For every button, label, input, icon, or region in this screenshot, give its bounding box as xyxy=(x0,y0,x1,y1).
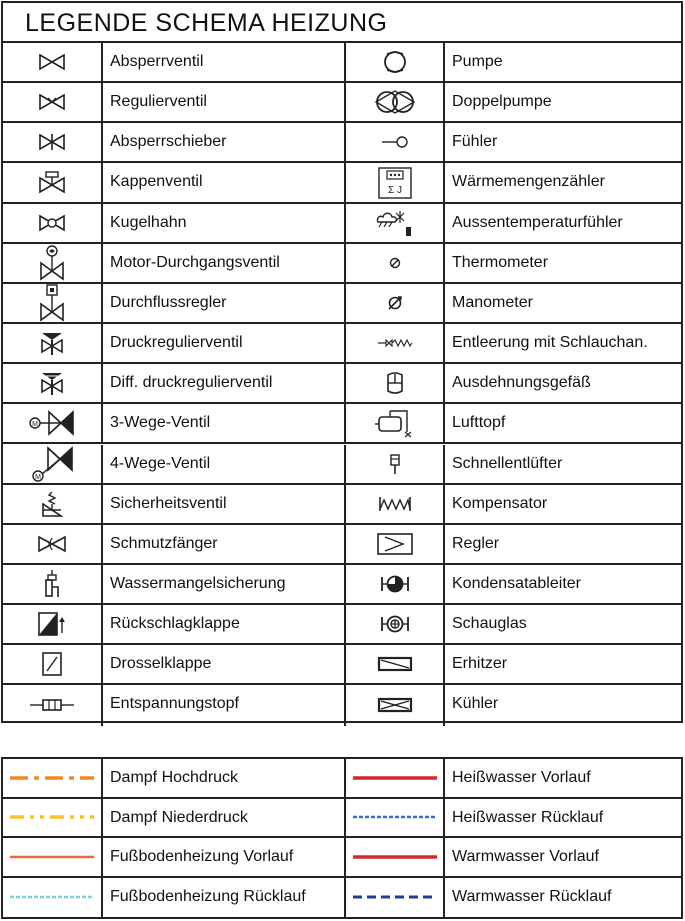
symbol-label: 4-Wege-Ventil xyxy=(110,454,211,472)
symbol-cell xyxy=(3,83,103,121)
label-cell xyxy=(103,204,346,242)
symbol-cell xyxy=(346,204,445,242)
symbol-label: Manometer xyxy=(452,293,533,311)
symbol-cell xyxy=(346,445,445,483)
symbol-cell xyxy=(346,525,445,563)
symbol-label: Durchflussregler xyxy=(110,293,227,311)
legend-row xyxy=(3,685,681,725)
double-pump-icon xyxy=(346,83,443,121)
symbol-cell xyxy=(3,163,103,201)
line-legend-row xyxy=(3,799,681,839)
label-cell xyxy=(103,244,346,282)
symbol-cell xyxy=(346,123,445,161)
line-legend-table xyxy=(1,757,683,919)
line-swatch-icon xyxy=(346,838,443,876)
label-cell xyxy=(445,364,683,402)
label-cell xyxy=(103,878,346,918)
label-cell xyxy=(445,404,683,442)
symbol-label: Rückschlagklappe xyxy=(110,615,240,633)
outdoor-sensor-icon xyxy=(346,204,443,242)
symbol-label: Schmutzfänger xyxy=(110,534,218,552)
three-way-valve-icon xyxy=(3,404,101,442)
legend-row xyxy=(3,244,681,284)
motor-valve-icon xyxy=(3,244,101,282)
regulating-valve-icon xyxy=(3,83,101,121)
symbol-cell xyxy=(3,525,103,563)
legend-row xyxy=(3,364,681,404)
line-swatch-icon xyxy=(3,759,101,797)
symbol-label: Kompensator xyxy=(452,494,548,512)
symbol-label: Schnellentlüfter xyxy=(452,454,563,472)
line-swatch-cell xyxy=(346,759,445,797)
sight-glass-icon xyxy=(346,605,443,643)
steam-trap-icon xyxy=(346,565,443,603)
svg-text:M: M xyxy=(32,421,38,429)
symbol-label: Motor-Durchgangsventil xyxy=(110,253,280,271)
line-swatch-cell xyxy=(3,759,103,797)
controller-icon xyxy=(346,525,443,563)
line-legend-row xyxy=(3,759,681,799)
label-cell xyxy=(103,605,346,643)
line-label: Heißwasser Vorlauf xyxy=(452,769,591,786)
check-flap-icon xyxy=(3,605,101,643)
symbol-label: Kugelhahn xyxy=(110,213,187,231)
symbol-cell xyxy=(3,324,103,362)
flow-regulator-icon xyxy=(3,284,101,322)
symbol-label: Regler xyxy=(452,534,500,552)
symbol-cell xyxy=(3,685,103,725)
label-cell xyxy=(103,565,346,603)
symbol-label: Doppelpumpe xyxy=(452,93,552,111)
line-swatch-cell xyxy=(3,799,103,837)
symbol-cell xyxy=(346,605,445,643)
pump-icon xyxy=(346,43,443,81)
legend-row xyxy=(3,445,681,485)
symbol-cell xyxy=(346,364,445,402)
label-cell xyxy=(445,244,683,282)
line-swatch-icon xyxy=(346,759,443,797)
symbol-cell xyxy=(3,404,103,442)
label-cell xyxy=(103,364,346,402)
legend-row xyxy=(3,525,681,565)
line-label: Dampf Niederdruck xyxy=(110,808,248,826)
thermometer-icon xyxy=(346,244,443,282)
label-cell xyxy=(103,525,346,563)
label-cell xyxy=(445,445,683,483)
label-cell xyxy=(445,83,683,121)
label-cell xyxy=(445,123,683,161)
symbol-cell xyxy=(346,83,445,121)
label-cell xyxy=(103,83,346,121)
symbol-label: Kappenventil xyxy=(110,173,203,191)
symbol-cell xyxy=(346,645,445,683)
strainer-icon xyxy=(3,525,101,563)
symbol-cell xyxy=(346,163,445,201)
symbol-cell xyxy=(346,244,445,282)
symbol-label: Kondensatableiter xyxy=(452,574,581,592)
legend-row xyxy=(3,204,681,244)
symbol-cell xyxy=(3,284,103,322)
legend-row xyxy=(3,43,681,83)
line-legend-row xyxy=(3,878,681,918)
throttle-flap-icon xyxy=(3,645,101,683)
symbol-label: Pumpe xyxy=(452,53,503,70)
four-way-valve-icon xyxy=(3,445,101,483)
sensor-icon xyxy=(346,123,443,161)
drain-hose-icon xyxy=(346,324,443,362)
symbol-cell xyxy=(3,445,103,483)
label-cell xyxy=(103,838,346,876)
symbol-label: Wärmemengenzähler xyxy=(452,173,605,191)
label-cell xyxy=(445,284,683,322)
label-cell xyxy=(103,324,346,362)
line-label: Warmwasser Vorlauf xyxy=(452,848,599,865)
symbol-label: Drosselklappe xyxy=(110,655,212,673)
label-cell xyxy=(445,838,683,876)
line-legend-row xyxy=(3,838,681,878)
ball-valve-icon xyxy=(3,204,101,242)
symbol-cell xyxy=(3,204,103,242)
line-label: Dampf Hochdruck xyxy=(110,769,239,786)
symbol-cell xyxy=(3,605,103,643)
label-cell xyxy=(445,759,683,797)
symbol-cell xyxy=(3,364,103,402)
svg-text:M: M xyxy=(35,473,41,481)
compensator-icon xyxy=(346,485,443,523)
label-cell xyxy=(445,605,683,643)
symbol-label: Diff. druckregulierventil xyxy=(110,374,273,392)
line-label: Fußbodenheizung Vorlauf xyxy=(110,848,294,865)
label-cell xyxy=(445,485,683,523)
legend-row xyxy=(3,485,681,525)
legend-row xyxy=(3,645,681,685)
cooler-icon xyxy=(346,685,443,725)
label-cell xyxy=(445,204,683,242)
symbol-label: Entspannungstopf xyxy=(110,695,239,713)
label-cell xyxy=(445,685,683,725)
symbol-cell xyxy=(3,645,103,683)
slide-valve-icon xyxy=(3,123,101,161)
legend-title: LEGENDE SCHEMA HEIZUNG xyxy=(3,3,681,43)
diff-pressure-regulator-icon xyxy=(3,364,101,402)
symbol-cell xyxy=(346,485,445,523)
symbol-label: Regulierventil xyxy=(110,93,207,111)
expansion-vessel-icon xyxy=(346,364,443,402)
symbol-label: Absperrschieber xyxy=(110,133,227,151)
safety-valve-icon xyxy=(3,485,101,523)
pressure-regulator-icon xyxy=(3,324,101,362)
line-swatch-cell xyxy=(3,878,103,918)
label-cell xyxy=(103,123,346,161)
symbol-cell xyxy=(346,284,445,322)
label-cell xyxy=(103,445,346,483)
label-cell xyxy=(103,485,346,523)
line-swatch-icon xyxy=(346,799,443,837)
symbol-cell xyxy=(346,565,445,603)
label-cell xyxy=(103,645,346,683)
gate-valve-icon xyxy=(3,43,101,81)
line-swatch-cell xyxy=(3,838,103,876)
symbol-label: Lufttopf xyxy=(452,414,506,432)
legend-row xyxy=(3,83,681,123)
symbol-cell xyxy=(346,685,445,725)
symbol-legend-table xyxy=(1,1,683,723)
line-label: Heißwasser Rücklauf xyxy=(452,808,604,826)
symbol-cell xyxy=(3,565,103,603)
legend-row xyxy=(3,123,681,163)
symbol-label: Thermometer xyxy=(452,253,549,271)
symbol-label: Kühler xyxy=(452,695,499,713)
label-cell xyxy=(445,324,683,362)
symbol-label: Fühler xyxy=(452,133,498,151)
legend-row xyxy=(3,404,681,444)
heat-meter-icon xyxy=(346,163,443,201)
symbol-cell xyxy=(346,324,445,362)
legend-row xyxy=(3,324,681,364)
cap-valve-icon xyxy=(3,163,101,201)
manometer-icon xyxy=(346,284,443,322)
label-cell xyxy=(103,284,346,322)
label-cell xyxy=(103,685,346,725)
line-swatch-icon xyxy=(3,838,101,876)
label-cell xyxy=(103,759,346,797)
line-swatch-icon xyxy=(346,878,443,918)
line-swatch-icon xyxy=(3,799,101,837)
air-pot-icon xyxy=(346,404,443,442)
label-cell xyxy=(103,799,346,837)
label-cell xyxy=(103,163,346,201)
heat-meter-text: Σ J xyxy=(387,184,402,196)
quick-vent-icon xyxy=(346,445,443,483)
label-cell xyxy=(445,645,683,683)
label-cell xyxy=(445,565,683,603)
symbol-cell xyxy=(3,123,103,161)
symbol-cell xyxy=(3,485,103,523)
heater-icon xyxy=(346,645,443,683)
symbol-label: Sicherheitsventil xyxy=(110,494,227,512)
symbol-label: Ausdehnungsgefäß xyxy=(452,374,591,392)
symbol-cell xyxy=(3,43,103,81)
symbol-label: Erhitzer xyxy=(452,655,508,673)
label-cell xyxy=(103,404,346,442)
label-cell xyxy=(445,163,683,201)
legend-row xyxy=(3,163,681,203)
label-cell xyxy=(445,878,683,918)
label-cell xyxy=(445,43,683,81)
symbol-label: 3-Wege-Ventil xyxy=(110,414,211,432)
line-label: Fußbodenheizung Rücklauf xyxy=(110,887,306,905)
symbol-label: Aussentemperaturfühler xyxy=(452,213,623,231)
label-cell xyxy=(445,525,683,563)
symbol-label: Schauglas xyxy=(452,615,527,633)
line-swatch-cell xyxy=(346,799,445,837)
line-swatch-cell xyxy=(346,838,445,876)
low-water-cutoff-icon xyxy=(3,565,101,603)
symbol-label: Wassermangelsicherung xyxy=(110,574,286,592)
symbol-cell xyxy=(346,404,445,442)
legend-row xyxy=(3,284,681,324)
line-label: Warmwasser Rücklauf xyxy=(452,887,612,905)
symbol-cell xyxy=(3,244,103,282)
line-swatch-cell xyxy=(346,878,445,918)
symbol-label: Entleerung mit Schlauchan. xyxy=(452,334,648,352)
label-cell xyxy=(103,43,346,81)
symbol-cell xyxy=(346,43,445,81)
symbol-label: Absperrventil xyxy=(110,53,204,70)
legend-row xyxy=(3,565,681,605)
symbol-label: Druckregulierventil xyxy=(110,334,243,352)
line-swatch-icon xyxy=(3,878,101,918)
label-cell xyxy=(445,799,683,837)
flash-tank-icon xyxy=(3,685,101,725)
legend-row xyxy=(3,605,681,645)
